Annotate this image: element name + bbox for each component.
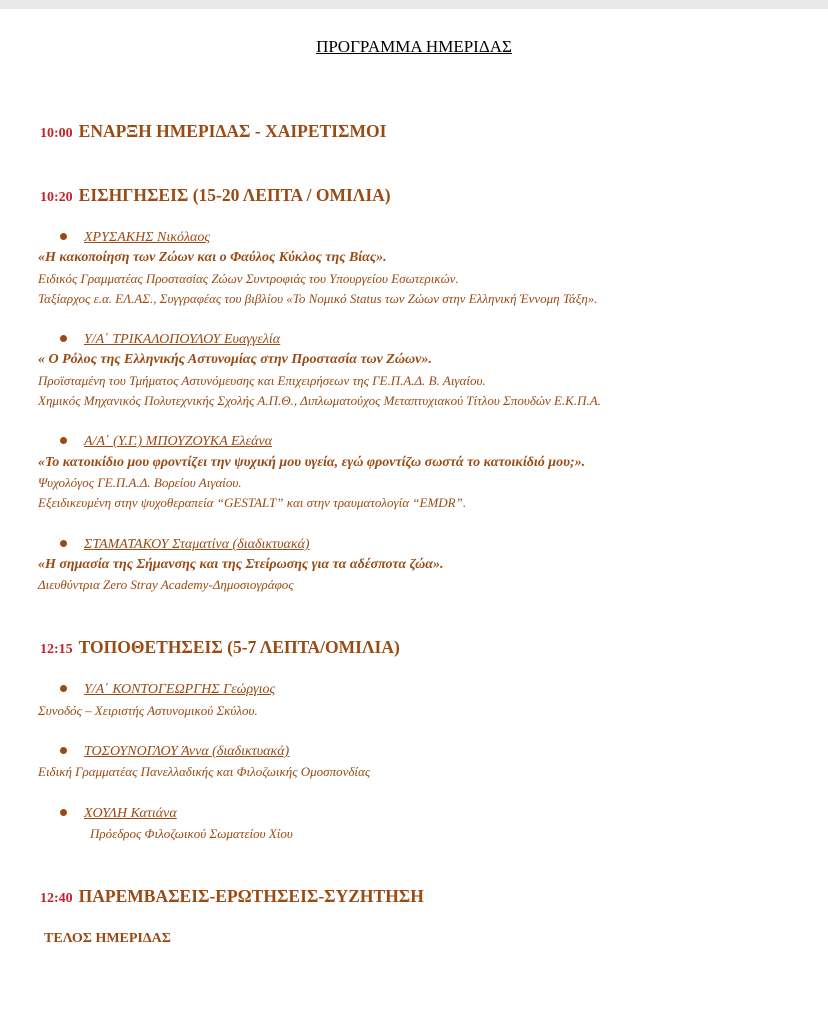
bullet-icon: [60, 335, 67, 342]
section-opening: [40, 121, 386, 142]
speaker-detail: Πρόεδρος Φιλοζωικού Σωματείου Χίου: [90, 826, 293, 841]
section-heading: ΕΙΣΗΓΗΣΕΙΣ (15-20 ΛΕΠΤΑ / ΟΜΙΛΙΑ): [78, 185, 391, 205]
speaker-detail: Συνοδός – Χειριστής Αστυνομικού Σκύλου.: [38, 703, 258, 718]
section-heading: ΕΝΑΡΞΗ ΗΜΕΡΙΔΑΣ - ΧΑΙΡΕΤΙΣΜΟΙ: [78, 121, 387, 141]
speaker-name: ΤΟΣΟΥΝΟΓΛΟΥ Άννα (διαδικτυακά): [84, 744, 290, 759]
speaker-name: ΣΤΑΜΑΤΑΚΟΥ Σταματίνα (διαδικτυακά): [84, 537, 310, 552]
speaker-item: [60, 230, 210, 246]
speaker-detail: Εξειδικευμένη στην ψυχοθεραπεία “GESTALT” και στην τραυματολογία “EMDR”.: [38, 495, 467, 510]
bullet-icon: [60, 233, 67, 240]
talk-title: «Η σημασία της Σήμανσης και της Στείρωσης για τα αδέσποτα ζώα».: [38, 557, 444, 572]
section-time: 10:20: [40, 190, 73, 205]
section-statements: [40, 637, 400, 658]
speaker-item: [60, 434, 272, 450]
section-discussion: [40, 886, 424, 907]
section-heading: ΠΑΡΕΜΒΑΣΕΙΣ-ΕΡΩΤΗΣΕΙΣ-ΣΥΖΗΤΗΣΗ: [78, 886, 424, 906]
bullet-icon: [60, 437, 67, 444]
speaker-item: [60, 332, 280, 348]
page-title: ΠΡΟΓΡΑΜΜΑ ΗΜΕΡΙΔΑΣ: [316, 37, 512, 56]
section-time: 10:00: [40, 126, 73, 141]
bullet-icon: [60, 747, 67, 754]
speaker-name: Α/Α΄ (Υ.Γ.) ΜΠΟΥΖΟΥΚΑ Ελεάνα: [84, 434, 273, 449]
speaker-name: ΧΟΥΛΗ Κατιάνα: [84, 806, 177, 821]
speaker-name: ΧΡΥΣΑΚΗΣ Νικόλαος: [84, 230, 211, 245]
talk-title: «Η κακοποίηση των Ζώων και ο Φαύλος Κύκλος της Βίας».: [38, 250, 387, 265]
speaker-name: Υ/Α΄ ΚΟΝΤΟΓΕΩΡΓΗΣ Γεώργιος: [84, 682, 276, 697]
speaker-detail: Ταξίαρχος ε.α. ΕΛ.ΑΣ., Συγγραφέας του βιβλίου «Το Νομικό Status των Ζώων στην Ελληνική Έννομη Τάξη».: [38, 291, 598, 306]
speaker-item: [60, 537, 310, 553]
end-of-program: ΤΕΛΟΣ ΗΜΕΡΙΔΑΣ: [44, 931, 171, 946]
speaker-detail: Χημικός Μηχανικός Πολυτεχνικής Σχολής Α.Π.Θ., Διπλωματούχος Μεταπτυχιακού Τίτλου Σπουδών Ε.Κ.Π.Α.: [38, 393, 601, 408]
bullet-icon: [60, 685, 67, 692]
bullet-icon: [60, 540, 67, 547]
speaker-detail: Ειδική Γραμματέας Πανελλαδικής και Φιλοζωικής Ομοσπονδίας: [38, 764, 371, 779]
speaker-detail: Ψυχολόγος ΓΕ.Π.Α.Δ. Βορείου Αιγαίου.: [38, 475, 242, 490]
speaker-item: [60, 682, 275, 698]
talk-title: « Ο Ρόλος της Ελληνικής Αστυνομίας στην Προστασία των Ζώων».: [38, 352, 432, 367]
section-heading: ΤΟΠΟΘΕΤΗΣΕΙΣ (5-7 ΛΕΠΤΑ/ΟΜΙΛΙΑ): [78, 637, 400, 657]
section-time: 12:40: [40, 891, 73, 906]
top-bar: [0, 0, 828, 9]
speaker-name: Υ/Α΄ ΤΡΙΚΑΛΟΠΟΥΛΟΥ Ευαγγελία: [84, 332, 281, 347]
speaker-item: [60, 744, 289, 760]
section-presentations: [40, 185, 391, 206]
section-time: 12:15: [40, 642, 73, 657]
bullet-icon: [60, 809, 67, 816]
speaker-item: [60, 806, 177, 822]
talk-title: «Το κατοικίδιο μου φροντίζει την ψυχική μου υγεία, εγώ φροντίζω σωστά το κατοικίδιό μου;».: [38, 455, 586, 470]
speaker-detail: Ειδικός Γραμματέας Προστασίας Ζώων Συντροφιάς του Υπουργείου Εσωτερικών.: [38, 271, 459, 286]
speaker-detail: Προϊσταμένη του Τμήματος Αστυνόμευσης και Επιχειρήσεων της ΓΕ.Π.Α.Δ. Β. Αιγαίου.: [38, 373, 486, 388]
speaker-detail: Διευθύντρια Zero Stray Academy-Δημοσιογράφος: [38, 577, 294, 592]
